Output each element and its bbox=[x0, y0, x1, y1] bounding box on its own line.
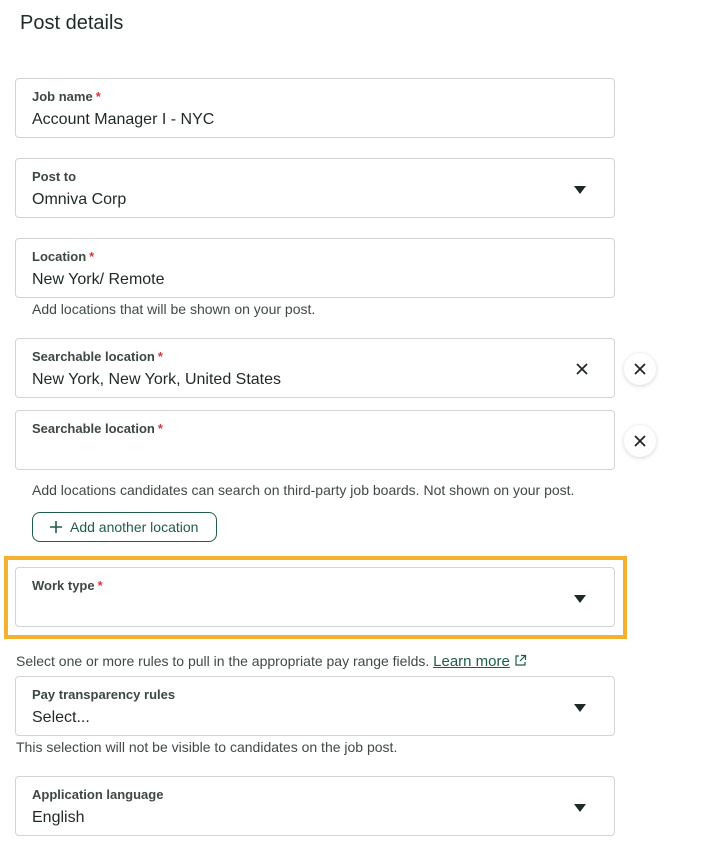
post-to-label: Post to bbox=[32, 169, 77, 184]
post-to-value: Omniva Corp bbox=[32, 191, 127, 208]
application-language-value: English bbox=[32, 809, 85, 826]
job-name-value: Account Manager I - NYC bbox=[32, 111, 215, 128]
location-helper: Add locations that will be shown on your post. bbox=[32, 301, 316, 317]
caret-down-icon[interactable] bbox=[574, 595, 586, 603]
close-icon bbox=[633, 362, 647, 376]
add-another-location-button[interactable] bbox=[32, 512, 217, 542]
searchable-location-value: New York, New York, United States bbox=[32, 371, 282, 388]
pay-transparency-label: Pay transparency rules bbox=[32, 687, 176, 702]
pay-rules-intro-text: Select one or more rules to pull in the appropriate pay range fields. bbox=[16, 653, 430, 669]
remove-location-button-1[interactable] bbox=[624, 353, 656, 385]
required-asterisk: * bbox=[89, 249, 95, 264]
required-asterisk: * bbox=[157, 349, 163, 364]
searchable-location-field-2[interactable] bbox=[15, 410, 615, 470]
searchable-location-label: Searchable location * bbox=[32, 349, 163, 364]
required-asterisk: * bbox=[97, 578, 103, 593]
plus-icon bbox=[49, 520, 63, 534]
add-another-location-label: Add another location bbox=[70, 519, 199, 535]
required-asterisk: * bbox=[95, 89, 101, 104]
caret-down-icon[interactable] bbox=[574, 704, 586, 712]
caret-down-icon[interactable] bbox=[574, 186, 586, 194]
learn-more-link[interactable]: Learn more bbox=[433, 653, 510, 670]
pay-transparency-select[interactable] bbox=[15, 676, 615, 736]
work-type-select[interactable] bbox=[15, 567, 615, 627]
caret-down-icon[interactable] bbox=[574, 804, 586, 812]
job-name-label: Job name * bbox=[32, 89, 101, 104]
external-link-icon[interactable] bbox=[514, 654, 527, 667]
application-language-label: Application language bbox=[32, 787, 164, 802]
searchable-location-field-1[interactable] bbox=[15, 338, 615, 398]
remove-location-button-2[interactable] bbox=[624, 425, 656, 457]
searchable-location-helper: Add locations candidates can search on third-party job boards. Not shown on your post. bbox=[32, 482, 575, 498]
location-field[interactable] bbox=[15, 238, 615, 298]
post-to-select[interactable] bbox=[15, 158, 615, 218]
job-name-field[interactable] bbox=[15, 78, 615, 138]
pay-transparency-helper: This selection will not be visible to candidates on the job post. bbox=[16, 739, 398, 755]
required-asterisk: * bbox=[157, 421, 163, 436]
location-value: New York/ Remote bbox=[32, 271, 165, 288]
pay-rules-intro bbox=[16, 653, 527, 670]
work-type-label: Work type * bbox=[32, 578, 103, 593]
page-title: Post details bbox=[20, 12, 124, 34]
searchable-location-label: Searchable location * bbox=[32, 421, 163, 436]
clear-icon[interactable] bbox=[574, 361, 590, 377]
application-language-select[interactable] bbox=[15, 776, 615, 836]
close-icon bbox=[633, 434, 647, 448]
pay-transparency-placeholder: Select... bbox=[32, 709, 90, 726]
location-label: Location * bbox=[32, 249, 95, 264]
